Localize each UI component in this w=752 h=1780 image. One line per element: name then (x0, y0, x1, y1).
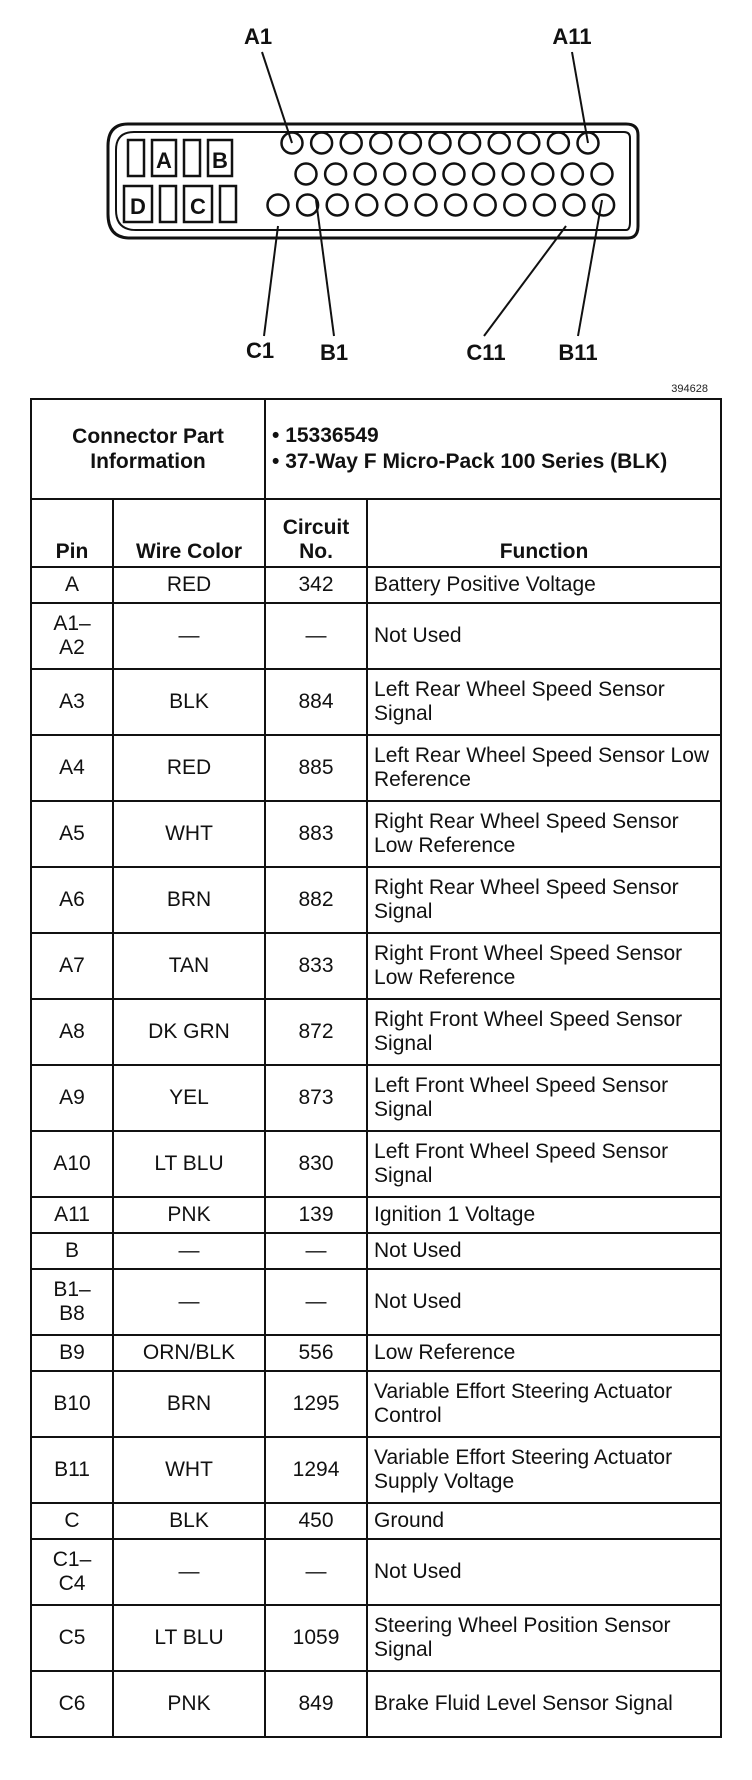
wire-color-cell: LT BLU (113, 1131, 265, 1197)
pin-cell: B10 (31, 1371, 113, 1437)
pin-cell: B (31, 1233, 113, 1269)
table-row (31, 867, 721, 933)
key-letter-d: D (130, 194, 146, 219)
connector-info-row (31, 399, 721, 499)
wire-color-cell: TAN (113, 933, 265, 999)
table-row (31, 1371, 721, 1437)
connector-diagram (0, 0, 752, 375)
function-cell: Not Used (367, 1269, 721, 1335)
table-row (31, 1437, 721, 1503)
info-item: • 15336549 (272, 423, 379, 447)
circuit-no-cell: 1295 (265, 1371, 367, 1437)
label-a1: A1 (243, 24, 273, 49)
circuit-no-cell: — (265, 1233, 367, 1269)
pin-hole-a (311, 133, 332, 154)
table-row (31, 933, 721, 999)
function-cell: Left Front Wheel Speed Sensor Signal (367, 1131, 721, 1197)
pin-cell: A7 (31, 933, 113, 999)
pin-cell: A11 (31, 1197, 113, 1233)
wire-color-cell: BLK (113, 669, 265, 735)
pin-hole-c (386, 195, 407, 216)
wire-color-cell: BRN (113, 1371, 265, 1437)
function-cell: Not Used (367, 1233, 721, 1269)
connector-pinout-table (30, 398, 722, 1738)
pin-cell: B1– B8 (31, 1269, 113, 1335)
label-a11: A11 (552, 24, 592, 49)
pin-hole-a (341, 133, 362, 154)
circuit-no-cell: — (265, 603, 367, 669)
wire-color-cell: PNK (113, 1671, 265, 1737)
pin-cell: A8 (31, 999, 113, 1065)
header-wire-color: Wire Color (113, 499, 265, 567)
wire-color-cell: DK GRN (113, 999, 265, 1065)
pin-holes (268, 133, 615, 216)
function-cell: Left Rear Wheel Speed Sensor Signal (367, 669, 721, 735)
table-row (31, 1233, 721, 1269)
wire-color-cell: WHT (113, 1437, 265, 1503)
pin-hole-a (459, 133, 480, 154)
pin-hole-c (593, 195, 614, 216)
function-cell: Right Rear Wheel Speed Sensor Low Reference (367, 801, 721, 867)
wire-color-cell: — (113, 1269, 265, 1335)
pin-hole-b (355, 164, 376, 185)
pin-hole-b (296, 164, 317, 185)
function-cell: Ignition 1 Voltage (367, 1197, 721, 1233)
figure-id: 394628 (671, 383, 708, 395)
pin-cell: A6 (31, 867, 113, 933)
circuit-no-cell: — (265, 1269, 367, 1335)
table-row (31, 1131, 721, 1197)
pin-hole-b (325, 164, 346, 185)
circuit-no-cell: 883 (265, 801, 367, 867)
header-circuit-no: Circuit No. (265, 499, 367, 567)
pin-cell: A3 (31, 669, 113, 735)
table-row (31, 999, 721, 1065)
circuit-no-cell: 1059 (265, 1605, 367, 1671)
key-letter-a: A (156, 148, 172, 173)
wire-color-cell: — (113, 1233, 265, 1269)
wire-color-cell: — (113, 1539, 265, 1605)
circuit-no-cell: 139 (265, 1197, 367, 1233)
function-cell: Low Reference (367, 1335, 721, 1371)
function-cell: Not Used (367, 603, 721, 669)
function-cell: Brake Fluid Level Sensor Signal (367, 1671, 721, 1737)
table-row (31, 603, 721, 669)
pin-hole-b (562, 164, 583, 185)
pin-hole-a (548, 133, 569, 154)
pin-hole-b (414, 164, 435, 185)
table-row (31, 1065, 721, 1131)
pin-cell: A1– A2 (31, 603, 113, 669)
pin-cell: A (31, 567, 113, 603)
pin-hole-c (268, 195, 289, 216)
column-header-row (31, 499, 721, 567)
wire-color-cell: WHT (113, 801, 265, 867)
function-cell: Not Used (367, 1539, 721, 1605)
pin-cell: A5 (31, 801, 113, 867)
function-cell: Ground (367, 1503, 721, 1539)
circuit-no-cell: — (265, 1539, 367, 1605)
pin-hole-b (473, 164, 494, 185)
label-b1: B1 (319, 340, 349, 365)
function-cell: Right Rear Wheel Speed Sensor Signal (367, 867, 721, 933)
circuit-no-cell: 556 (265, 1335, 367, 1371)
wire-color-cell: — (113, 603, 265, 669)
key-letter-c: C (190, 194, 206, 219)
label-c1: C1 (245, 338, 275, 363)
table-row (31, 1671, 721, 1737)
wire-color-cell: BRN (113, 867, 265, 933)
pin-hole-c (564, 195, 585, 216)
connector-info-values (265, 399, 721, 499)
pin-hole-b (532, 164, 553, 185)
pin-hole-a (370, 133, 391, 154)
pin-hole-b (503, 164, 524, 185)
pin-cell: C6 (31, 1671, 113, 1737)
circuit-no-cell: 830 (265, 1131, 367, 1197)
wire-color-cell: RED (113, 567, 265, 603)
pin-hole-c (327, 195, 348, 216)
pin-cell: C5 (31, 1605, 113, 1671)
header-function: Function (367, 499, 721, 567)
function-cell: Right Front Wheel Speed Sensor Signal (367, 999, 721, 1065)
function-cell: Battery Positive Voltage (367, 567, 721, 603)
function-cell: Variable Effort Steering Actuator Supply Voltage (367, 1437, 721, 1503)
function-cell: Right Front Wheel Speed Sensor Low Reference (367, 933, 721, 999)
pin-hole-c (445, 195, 466, 216)
connector-info-label: Connector Part Information (31, 399, 265, 499)
pin-hole-a (400, 133, 421, 154)
function-cell: Left Rear Wheel Speed Sensor Low Reference (367, 735, 721, 801)
wire-color-cell: PNK (113, 1197, 265, 1233)
function-cell: Left Front Wheel Speed Sensor Signal (367, 1065, 721, 1131)
function-cell: Steering Wheel Position Sensor Signal (367, 1605, 721, 1671)
table-row (31, 567, 721, 603)
circuit-no-cell: 849 (265, 1671, 367, 1737)
table-row (31, 1269, 721, 1335)
pin-cell: B9 (31, 1335, 113, 1371)
pin-hole-b (444, 164, 465, 185)
table-row (31, 735, 721, 801)
function-cell: Variable Effort Steering Actuator Control (367, 1371, 721, 1437)
table-row (31, 1503, 721, 1539)
wire-color-cell: ORN/BLK (113, 1335, 265, 1371)
header-pin: Pin (31, 499, 113, 567)
table-row (31, 669, 721, 735)
leader-lines (262, 52, 602, 336)
label-b11: B11 (558, 340, 598, 365)
pin-hole-b (592, 164, 613, 185)
table-row (31, 1335, 721, 1371)
pin-cell: B11 (31, 1437, 113, 1503)
pin-hole-a (489, 133, 510, 154)
pin-hole-c (504, 195, 525, 216)
info-item: • 37-Way F Micro-Pack 100 Series (BLK) (272, 450, 668, 473)
table-row (31, 1197, 721, 1233)
table-row (31, 801, 721, 867)
pin-hole-a (430, 133, 451, 154)
circuit-no-cell: 833 (265, 933, 367, 999)
wire-color-cell: RED (113, 735, 265, 801)
pin-hole-c (534, 195, 555, 216)
pin-hole-c (475, 195, 496, 216)
circuit-no-cell: 873 (265, 1065, 367, 1131)
pin-hole-c (297, 195, 318, 216)
table-row (31, 1605, 721, 1671)
pin-cell: A9 (31, 1065, 113, 1131)
label-c11: C11 (466, 340, 506, 365)
wire-color-cell: YEL (113, 1065, 265, 1131)
pin-hole-c (416, 195, 437, 216)
circuit-no-cell: 885 (265, 735, 367, 801)
circuit-no-cell: 884 (265, 669, 367, 735)
pin-cell: A10 (31, 1131, 113, 1197)
wire-color-cell: BLK (113, 1503, 265, 1539)
circuit-no-cell: 450 (265, 1503, 367, 1539)
table-row (31, 1539, 721, 1605)
pin-hole-b (384, 164, 405, 185)
circuit-no-cell: 872 (265, 999, 367, 1065)
pin-hole-c (356, 195, 377, 216)
pin-hole-a (518, 133, 539, 154)
circuit-no-cell: 882 (265, 867, 367, 933)
wire-color-cell: LT BLU (113, 1605, 265, 1671)
key-letter-b: B (212, 148, 228, 173)
pin-cell: C1– C4 (31, 1539, 113, 1605)
circuit-no-cell: 342 (265, 567, 367, 603)
circuit-no-cell: 1294 (265, 1437, 367, 1503)
pin-cell: A4 (31, 735, 113, 801)
pin-cell: C (31, 1503, 113, 1539)
